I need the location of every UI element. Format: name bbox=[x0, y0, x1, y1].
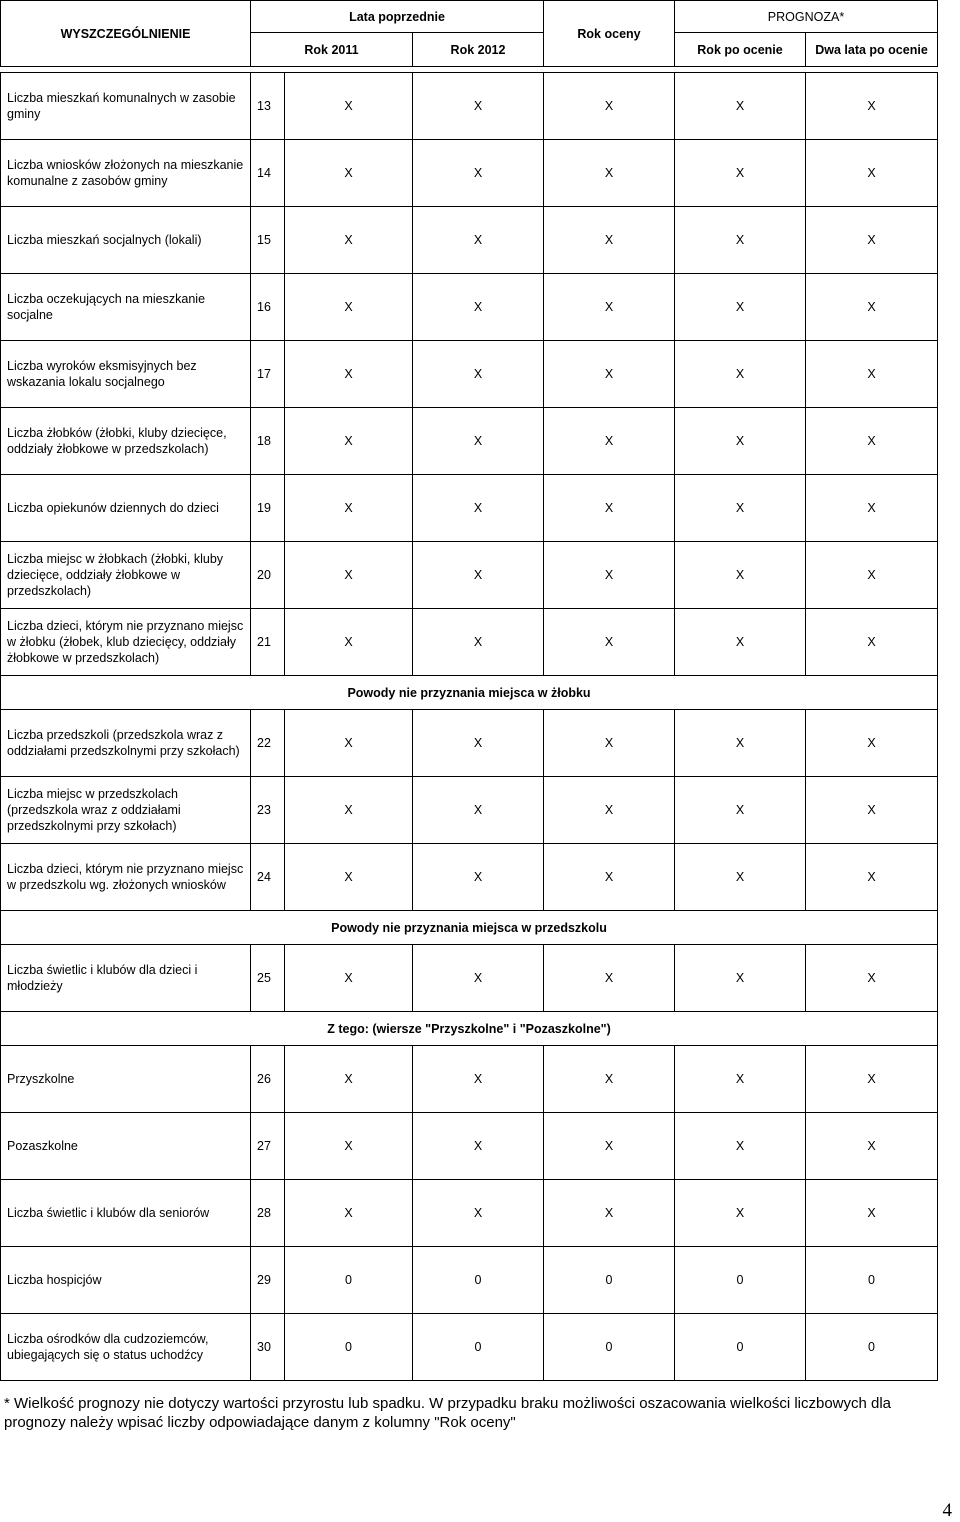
footnote: * Wielkość prognozy nie dotyczy wartości przyrostu lub spadku. W przypadku braku możliwości oszacowania wielkości liczbowych dla prognozy należy wpisać liczby odpowiadające danym z kolumny "Rok oceny" bbox=[4, 1395, 892, 1431]
value-cell: X bbox=[285, 475, 413, 542]
section-row bbox=[1, 911, 938, 945]
table-row bbox=[1, 777, 938, 844]
value-cell: X bbox=[675, 777, 806, 844]
value-cell: X bbox=[544, 73, 675, 140]
value-cell: X bbox=[806, 1046, 938, 1113]
value-cell: X bbox=[285, 274, 413, 341]
value-cell: X bbox=[544, 475, 675, 542]
value-cell: X bbox=[675, 274, 806, 341]
value-cell: X bbox=[544, 207, 675, 274]
value-cell: X bbox=[806, 777, 938, 844]
value-cell: 0 bbox=[413, 1314, 544, 1381]
value-cell: X bbox=[806, 844, 938, 911]
page-number: 4 bbox=[942, 1500, 952, 1521]
row-number: 16 bbox=[251, 274, 285, 341]
row-label: Liczba żłobków (żłobki, kluby dziecięce, oddziały żłobkowe w przedszkolach) bbox=[1, 408, 251, 475]
value-cell: X bbox=[675, 542, 806, 609]
value-cell: X bbox=[806, 475, 938, 542]
value-cell: X bbox=[675, 1046, 806, 1113]
value-cell: X bbox=[675, 140, 806, 207]
table-row bbox=[1, 1046, 938, 1113]
header-previous-years: Lata poprzednie bbox=[251, 1, 544, 33]
value-cell: X bbox=[413, 207, 544, 274]
value-cell: 0 bbox=[675, 1247, 806, 1314]
value-cell: X bbox=[675, 1180, 806, 1247]
value-cell: X bbox=[806, 1180, 938, 1247]
header-description: WYSZCZEGÓLNIENIE bbox=[1, 1, 251, 67]
value-cell: X bbox=[806, 1113, 938, 1180]
header-assessment-year: Rok oceny bbox=[544, 1, 675, 67]
row-label: Przyszkolne bbox=[1, 1046, 251, 1113]
row-number: 17 bbox=[251, 341, 285, 408]
value-cell: X bbox=[675, 710, 806, 777]
value-cell: X bbox=[413, 475, 544, 542]
row-number: 14 bbox=[251, 140, 285, 207]
value-cell: X bbox=[544, 274, 675, 341]
table-row bbox=[1, 1247, 938, 1314]
value-cell: X bbox=[285, 408, 413, 475]
value-cell: X bbox=[544, 945, 675, 1012]
value-cell: 0 bbox=[675, 1314, 806, 1381]
value-cell: X bbox=[413, 1113, 544, 1180]
value-cell: X bbox=[285, 609, 413, 676]
row-label: Liczba miejsc w przedszkolach (przedszkola wraz z oddziałami przedszkolnymi przy szkołach) bbox=[1, 777, 251, 844]
value-cell: X bbox=[806, 140, 938, 207]
table-row bbox=[1, 475, 938, 542]
row-label: Liczba świetlic i klubów dla seniorów bbox=[1, 1180, 251, 1247]
row-label: Liczba wniosków złożonych na mieszkanie komunalne z zasobów gminy bbox=[1, 140, 251, 207]
value-cell: 0 bbox=[413, 1247, 544, 1314]
row-label: Liczba dzieci, którym nie przyznano miejsc w żłobku (żłobek, klub dziecięcy, oddziały żłobkowe w przedszkolach) bbox=[1, 609, 251, 676]
row-label: Pozaszkolne bbox=[1, 1113, 251, 1180]
header-year-2011: Rok 2011 bbox=[251, 33, 413, 67]
value-cell: X bbox=[675, 341, 806, 408]
value-cell: 0 bbox=[544, 1247, 675, 1314]
row-label: Liczba hospicjów bbox=[1, 1247, 251, 1314]
value-cell: X bbox=[544, 341, 675, 408]
row-label: Liczba mieszkań komunalnych w zasobie gminy bbox=[1, 73, 251, 140]
row-label: Liczba mieszkań socjalnych (lokali) bbox=[1, 207, 251, 274]
value-cell: X bbox=[806, 408, 938, 475]
row-label: Liczba przedszkoli (przedszkola wraz z oddziałami przedszkolnymi przy szkołach) bbox=[1, 710, 251, 777]
row-label: Liczba opiekunów dziennych do dzieci bbox=[1, 475, 251, 542]
row-number: 25 bbox=[251, 945, 285, 1012]
row-number: 13 bbox=[251, 73, 285, 140]
value-cell: X bbox=[675, 73, 806, 140]
value-cell: X bbox=[413, 844, 544, 911]
table-row bbox=[1, 1113, 938, 1180]
value-cell: X bbox=[544, 1113, 675, 1180]
value-cell: X bbox=[413, 1046, 544, 1113]
value-cell: X bbox=[806, 341, 938, 408]
table-row bbox=[1, 73, 938, 140]
row-label: Liczba wyroków eksmisyjnych bez wskazania lokalu socjalnego bbox=[1, 341, 251, 408]
value-cell: X bbox=[544, 710, 675, 777]
header-year-2012: Rok 2012 bbox=[413, 33, 544, 67]
value-cell: X bbox=[285, 710, 413, 777]
value-cell: X bbox=[544, 542, 675, 609]
row-number: 21 bbox=[251, 609, 285, 676]
table-row bbox=[1, 341, 938, 408]
row-number: 30 bbox=[251, 1314, 285, 1381]
row-number: 26 bbox=[251, 1046, 285, 1113]
value-cell: X bbox=[285, 140, 413, 207]
row-number: 20 bbox=[251, 542, 285, 609]
value-cell: X bbox=[544, 609, 675, 676]
value-cell: X bbox=[413, 1180, 544, 1247]
value-cell: X bbox=[285, 73, 413, 140]
value-cell: X bbox=[544, 1180, 675, 1247]
value-cell: X bbox=[675, 475, 806, 542]
row-label: Liczba oczekujących na mieszkanie socjalne bbox=[1, 274, 251, 341]
row-number: 28 bbox=[251, 1180, 285, 1247]
row-label: Liczba dzieci, którym nie przyznano miejsc w przedszkolu wg. złożonych wniosków bbox=[1, 844, 251, 911]
table-row bbox=[1, 609, 938, 676]
row-label: Liczba miejsc w żłobkach (żłobki, kluby dziecięce, oddziały żłobkowe w przedszkolach) bbox=[1, 542, 251, 609]
value-cell: X bbox=[675, 207, 806, 274]
value-cell: X bbox=[285, 207, 413, 274]
value-cell: X bbox=[806, 945, 938, 1012]
value-cell: 0 bbox=[285, 1314, 413, 1381]
value-cell: X bbox=[413, 274, 544, 341]
header-two-years-after: Dwa lata po ocenie bbox=[806, 33, 938, 67]
section-heading: Z tego: (wiersze "Przyszkolne" i "Pozaszkolne") bbox=[1, 1012, 938, 1046]
value-cell: X bbox=[544, 140, 675, 207]
value-cell: 0 bbox=[544, 1314, 675, 1381]
row-number: 22 bbox=[251, 710, 285, 777]
table-row bbox=[1, 542, 938, 609]
value-cell: X bbox=[285, 777, 413, 844]
row-number: 24 bbox=[251, 844, 285, 911]
row-number: 18 bbox=[251, 408, 285, 475]
section-heading: Powody nie przyznania miejsca w żłobku bbox=[1, 676, 938, 710]
table-row bbox=[1, 274, 938, 341]
value-cell: X bbox=[413, 542, 544, 609]
section-heading: Powody nie przyznania miejsca w przedszkolu bbox=[1, 911, 938, 945]
row-number: 15 bbox=[251, 207, 285, 274]
value-cell: X bbox=[806, 274, 938, 341]
row-number: 23 bbox=[251, 777, 285, 844]
header-year-after: Rok po ocenie bbox=[675, 33, 806, 67]
value-cell: X bbox=[675, 945, 806, 1012]
value-cell: 0 bbox=[806, 1247, 938, 1314]
value-cell: X bbox=[675, 609, 806, 676]
value-cell: X bbox=[285, 1046, 413, 1113]
value-cell: X bbox=[285, 1180, 413, 1247]
value-cell: X bbox=[413, 140, 544, 207]
value-cell: X bbox=[544, 1046, 675, 1113]
value-cell: X bbox=[413, 73, 544, 140]
value-cell: X bbox=[285, 542, 413, 609]
row-number: 19 bbox=[251, 475, 285, 542]
section-row bbox=[1, 676, 938, 710]
value-cell: X bbox=[806, 73, 938, 140]
row-number: 27 bbox=[251, 1113, 285, 1180]
value-cell: X bbox=[806, 542, 938, 609]
value-cell: X bbox=[285, 341, 413, 408]
table-row bbox=[1, 1314, 938, 1381]
value-cell: X bbox=[544, 408, 675, 475]
row-number: 29 bbox=[251, 1247, 285, 1314]
row-label: Liczba ośrodków dla cudzoziemców, ubiegających się o status uchodźcy bbox=[1, 1314, 251, 1381]
table-row bbox=[1, 710, 938, 777]
value-cell: X bbox=[413, 777, 544, 844]
table-row bbox=[1, 140, 938, 207]
value-cell: X bbox=[544, 777, 675, 844]
value-cell: X bbox=[285, 945, 413, 1012]
table-row bbox=[1, 1180, 938, 1247]
value-cell: X bbox=[675, 844, 806, 911]
value-cell: 0 bbox=[285, 1247, 413, 1314]
value-cell: X bbox=[413, 609, 544, 676]
value-cell: X bbox=[544, 844, 675, 911]
section-row bbox=[1, 1012, 938, 1046]
row-label: Liczba świetlic i klubów dla dzieci i młodzieży bbox=[1, 945, 251, 1012]
value-cell: X bbox=[675, 1113, 806, 1180]
value-cell: X bbox=[675, 408, 806, 475]
value-cell: X bbox=[285, 844, 413, 911]
value-cell: X bbox=[806, 609, 938, 676]
value-cell: X bbox=[285, 1113, 413, 1180]
value-cell: X bbox=[413, 341, 544, 408]
value-cell: X bbox=[413, 945, 544, 1012]
value-cell: 0 bbox=[806, 1314, 938, 1381]
table-row bbox=[1, 408, 938, 475]
value-cell: X bbox=[806, 710, 938, 777]
value-cell: X bbox=[413, 408, 544, 475]
table-row bbox=[1, 207, 938, 274]
table-row bbox=[1, 844, 938, 911]
table-row bbox=[1, 945, 938, 1012]
value-cell: X bbox=[413, 710, 544, 777]
header-forecast: PROGNOZA* bbox=[675, 1, 938, 33]
value-cell: X bbox=[806, 207, 938, 274]
